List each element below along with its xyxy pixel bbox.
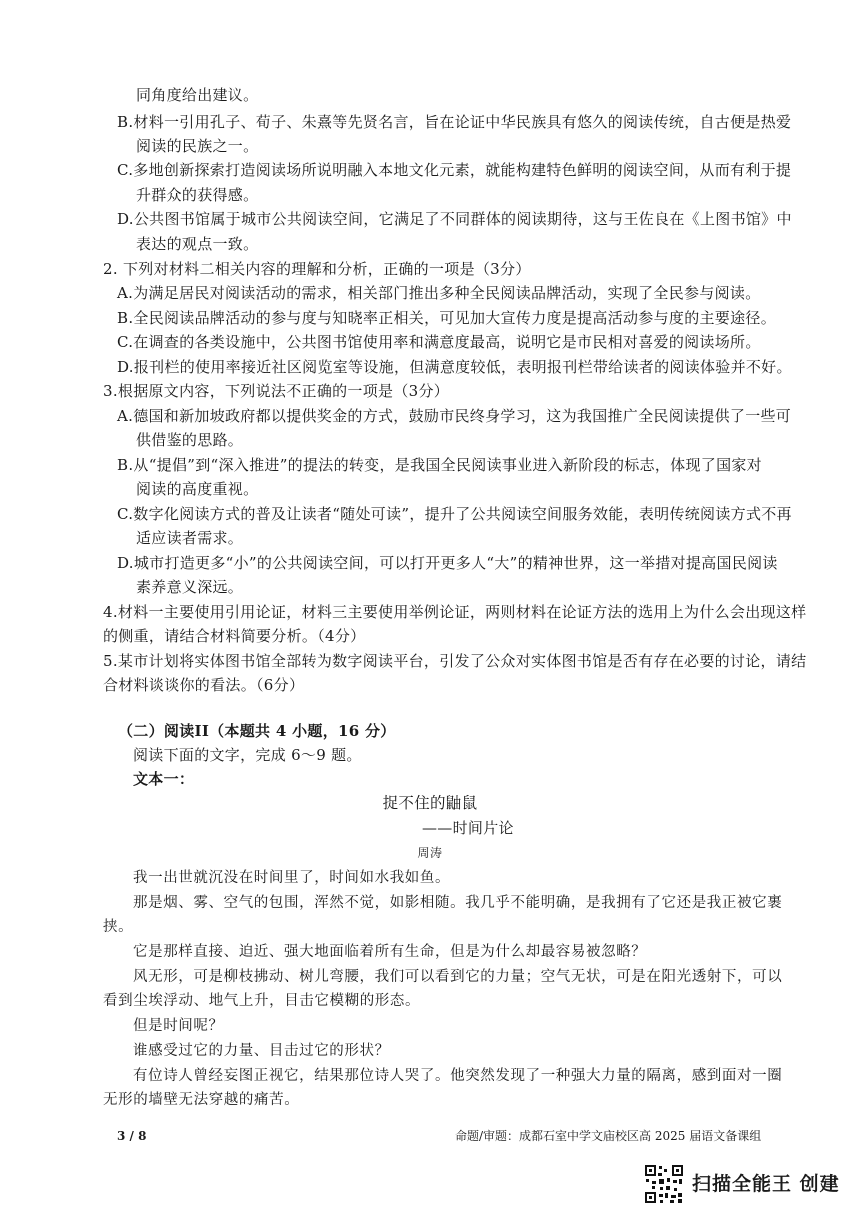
option-c-line1: C.多地创新探索打造阅读场所说明融入本地文化元素，就能构建特色鲜明的阅读空间，从而有利于提 [117, 161, 792, 179]
question-2-option-c: C.在调查的各类设施中，公共图书馆使用率和满意度最高，说明它是市民相对喜爱的阅读场所。 [117, 333, 761, 351]
question-3-option-d-line1: D.城市打造更多“小”的公共阅读空间，可以打开更多人“大”的精神世界，这一举措对提高国民阅读 [117, 554, 778, 572]
article-paragraph-5: 但是时间呢？ [133, 1018, 224, 1034]
question-2-option-b: B.全民阅读品牌活动的参与度与知晓率正相关，可见加大宣传力度是提高活动参与度的主要途径。 [117, 309, 776, 327]
text-one-label: 文本一： [133, 770, 195, 788]
footer-credit: 命题/审题：成都石室中学文庙校区高 2025 届语文备课组 [455, 1129, 762, 1143]
question-3-option-a-line1: A.德国和新加坡政府都以提供奖金的方式，鼓励市民终身学习，这为我国推广全民阅读提供了一些可 [117, 407, 792, 425]
question-3-option-b-line2: 阅读的高度重视。 [136, 480, 259, 498]
article-paragraph-2-line1: 那是烟、雾、空气的包围，浑然不觉，如影相随。我几乎不能明确，是我拥有了它还是我正被它裹 [133, 895, 783, 911]
question-3-stem: 3.根据原文内容，下列说法不正确的一项是（3分） [103, 382, 450, 400]
question-3-option-d-line2: 素养意义深远。 [136, 578, 244, 596]
question-3-option-c-line2: 适应读者需求。 [136, 529, 244, 547]
question-5-line1: 5.某市计划将实体图书馆全部转为数字阅读平台，引发了公众对实体图书馆是否有存在必要的讨论，请结 [103, 652, 807, 670]
article-paragraph-4-line1: 风无形，可是柳枝拂动、树儿弯腰，我们可以看到它的力量；空气无状，可是在阳光透射下，可以 [133, 969, 783, 985]
question-3-option-b-line1: B.从“提倡”到“深入推进”的提法的转变，是我国全民阅读事业进入新阶段的标志，体现了国家对 [117, 456, 762, 474]
article-subtitle: ——时间片论 [422, 819, 514, 837]
question-5-line2: 合材料谈谈你的看法。（6分） [103, 676, 305, 694]
question-3-option-a-line2: 供借鉴的思路。 [136, 431, 244, 449]
article-paragraph-3: 它是那样直接、迫近、强大地面临着所有生命，但是为什么却最容易被忽略？ [133, 944, 647, 960]
question-3-option-c-line1: C.数字化阅读方式的普及让读者“随处可读”，提升了公共阅读空间服务效能，表明传统阅读方式不再 [117, 505, 792, 523]
question-2-stem: 2. 下列对材料二相关内容的理解和分析，正确的一项是（3分） [103, 260, 531, 278]
question-4-line1: 4.材料一主要使用引用论证，材料三主要使用举例论证，两则材料在论证方法的选用上为什么会出现这样 [103, 603, 807, 621]
question-2-option-a: A.为满足居民对阅读活动的需求，相关部门推出多种全民阅读品牌活动，实现了全民参与阅读。 [117, 284, 761, 302]
article-author: 周涛 [417, 846, 443, 860]
question-2-option-d: D.报刊栏的使用率接近社区阅览室等设施，但满意度较低，表明报刊栏带给读者的阅读体验并不好。 [117, 358, 792, 376]
option-c-line2: 升群众的获得感。 [136, 186, 259, 204]
page-number: 3 / 8 [117, 1129, 147, 1143]
question-4-line2: 的侧重，请结合材料简要分析。（4分） [103, 627, 366, 645]
scanner-watermark-text: 扫描全能王 创建 [692, 1173, 840, 1195]
article-title: 捉不住的鼬鼠 [382, 794, 478, 812]
article-paragraph-7-line1: 有位诗人曾经妄图正视它，结果那位诗人哭了。他突然发现了一种强大力量的隔离，感到面对一圈 [133, 1068, 783, 1084]
article-paragraph-7-line2: 无形的墙壁无法穿越的痛苦。 [103, 1092, 300, 1108]
option-b-line1: B.材料一引用孔子、荀子、朱熹等先贤名言，旨在论证中华民族具有悠久的阅读传统，自古便是热爱 [117, 113, 792, 131]
article-paragraph-6: 谁感受过它的力量、目击过它的形状？ [133, 1043, 390, 1059]
option-d-line1: D.公共图书馆属于城市公共阅读空间，它满足了不同群体的阅读期待，这与王佐良在《上图书馆》中 [117, 210, 792, 228]
option-b-line2: 阅读的民族之一。 [136, 137, 259, 155]
article-paragraph-2-line2: 挟。 [103, 919, 134, 935]
qr-code-icon [644, 1164, 684, 1204]
section-2-instruction: 阅读下面的文字，完成 6～9 题。 [133, 746, 362, 764]
section-2-heading: （二）阅读II（本题共 4 小题，16 分） [118, 722, 396, 740]
option-a-tail: 同角度给出建议。 [136, 86, 259, 104]
option-d-line2: 表达的观点一致。 [136, 235, 259, 253]
article-paragraph-1: 我一出世就沉没在时间里了，时间如水我如鱼。 [133, 870, 451, 886]
article-paragraph-4-line2: 看到尘埃浮动、地气上升，目击它模糊的形态。 [103, 993, 421, 1009]
